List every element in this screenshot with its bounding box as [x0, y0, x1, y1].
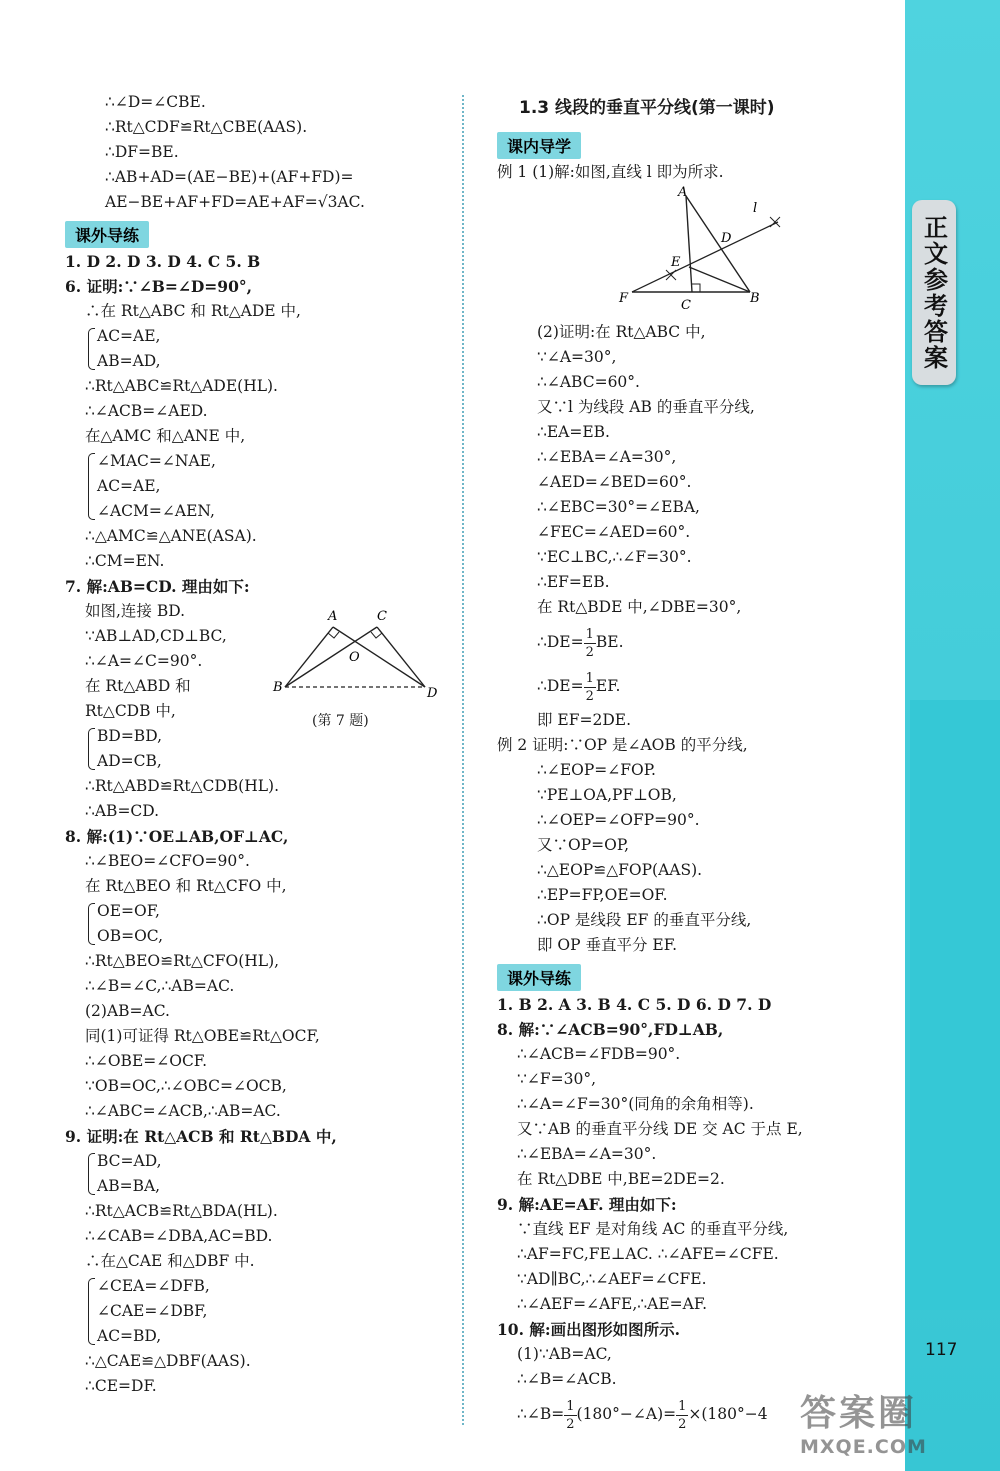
text-line: 即 EF=2DE. [537, 711, 632, 729]
text-line: ∴∠OBE=∠OCF. [85, 1052, 208, 1070]
text-line: 又∵OP=OP, [537, 836, 630, 854]
text-line: 在△AMC 和△ANE 中, [85, 427, 246, 445]
brace-system [85, 1274, 450, 1349]
text-line: 在 Rt△BEO 和 Rt△CFO 中, [85, 877, 287, 895]
section-tab [912, 200, 956, 385]
text-segment: ×(180°−4 [688, 1405, 768, 1423]
fraction-denominator: 2 [585, 644, 594, 660]
fraction-numerator: 1 [566, 1398, 575, 1414]
fraction [584, 626, 596, 661]
text-segment: (180°−∠A)= [576, 1405, 677, 1423]
label-c: C [681, 298, 691, 313]
text-line: 在 Rt△BDE 中,∠DBE=30°, [537, 598, 742, 616]
watermark-title: 答案圈 [800, 1393, 918, 1434]
label-a: A [678, 185, 688, 200]
text-line: ∴∠BEO=∠CFO=90°. [85, 852, 250, 870]
text-line: ∠AED=∠BED=60°. [537, 473, 692, 491]
segment-ac [686, 196, 692, 292]
figure-question-7-svg [265, 605, 445, 705]
text-line: ∵EC⊥BC,∴∠F=30°. [537, 548, 692, 566]
text-line: ∵OB=OC,∴∠OBC=∠OCB, [85, 1077, 287, 1095]
text-line: ∴∠EBA=∠A=30°, [537, 448, 677, 466]
text-line: ∴∠B=∠ACB. [517, 1370, 617, 1388]
text-line: AC=AE, [97, 477, 161, 495]
text-segment: ∴DE= [537, 677, 584, 695]
text-line: ∴∠EOP=∠FOP. [537, 761, 656, 779]
text-line: ∠ACM=∠AEN, [97, 502, 215, 520]
label-l: l [753, 201, 758, 216]
text-line: ∵∠F=30°, [517, 1070, 596, 1088]
text-segment: ∴DE= [537, 633, 584, 651]
text-line: Rt△CDB 中, [85, 702, 176, 720]
fraction-denominator: 2 [585, 688, 594, 704]
segment-ba [285, 627, 333, 687]
text-line: ∴EP=FP,OE=OF. [537, 886, 668, 904]
text-line: ∴AB+AD=(AE−BE)+(AF+FD)= [105, 168, 354, 186]
text-line: ∴在△CAE 和△DBF 中. [85, 1252, 255, 1270]
text-line: ∴在 Rt△ABC 和 Rt△ADE 中, [85, 302, 301, 320]
label-d: D [721, 231, 732, 246]
fraction-numerator: 1 [585, 626, 594, 642]
label-c: C [377, 609, 387, 624]
section-badge-wrap [497, 958, 907, 992]
text-line: AD=CB, [97, 752, 162, 770]
question-8-head: 8. 解:(1)∵OE⊥AB,OF⊥AC, [65, 827, 289, 846]
figure-example-1 [610, 182, 800, 314]
text-line: ∴∠ABC=60°. [537, 373, 640, 391]
text-line: (2)AB=AC. [85, 1002, 170, 1020]
text-line: OB=OC, [97, 927, 164, 945]
left-column [65, 90, 450, 1399]
right-angle-mark-a [328, 632, 339, 638]
fraction [676, 1398, 688, 1433]
text-line: AC=BD, [97, 1327, 162, 1345]
text-line: 又∵l 为线段 AB 的垂直平分线, [537, 398, 755, 416]
text-line: OE=OF, [97, 902, 160, 920]
line-l [632, 222, 778, 292]
text-line: ∴∠A=∠F=30°(同角的余角相等). [517, 1095, 754, 1113]
question-8-head: 8. 解:∵∠ACB=90°,FD⊥AB, [497, 1020, 724, 1039]
right-angle-mark-c [371, 632, 382, 638]
text-line: 在 Rt△ABD 和 [85, 677, 191, 695]
watermark-logo [800, 1385, 990, 1465]
fraction-line [497, 620, 907, 664]
section-tab-label: 正文参考答案 [919, 214, 949, 371]
text-line: ∠CAE=∠DBF, [97, 1302, 208, 1320]
text-line: AC=AE, [97, 327, 161, 345]
label-b: B [750, 291, 760, 306]
fraction-numerator: 1 [678, 1398, 687, 1414]
text-line: ∴CM=EN. [85, 552, 165, 570]
text-line: ∵AB⊥AD,CD⊥BC, [85, 627, 227, 645]
text-segment: EF. [595, 677, 621, 695]
text-line: 又∵AB 的垂直平分线 DE 交 AC 于点 E, [517, 1120, 803, 1138]
text-line: (2)证明:在 Rt△ABC 中, [537, 323, 706, 341]
example-1-head: 例 1 (1)解:如图,直线 l 即为所求. [497, 163, 724, 181]
brace-system [85, 724, 450, 774]
text-line: BD=BD, [97, 727, 162, 745]
question-6-head: 6. 证明:∵∠B=∠D=90°, [65, 277, 253, 296]
text-line: ∴∠D=∠CBE. [105, 93, 206, 111]
brace-system [85, 1149, 450, 1199]
section-badge-extra-practice: 课外导练 [65, 221, 149, 248]
figure-caption-question-7: (第 7 题) [312, 713, 369, 729]
column-divider [462, 95, 464, 1425]
section-badge-wrap [65, 215, 450, 249]
right-angle-mark-c [692, 284, 700, 292]
segment-ab [686, 196, 750, 292]
text-line: ∴∠EBA=∠A=30°. [517, 1145, 657, 1163]
text-line: ∴∠EBC=30°=∠EBA, [537, 498, 700, 516]
brace-system [85, 449, 450, 524]
text-line: ∴Rt△BEO≌Rt△CFO(HL), [85, 952, 280, 970]
figure-question-7 [265, 605, 445, 705]
text-line: ∴AB=CD. [85, 802, 160, 820]
text-line: ∴∠B=∠C,∴AB=AC. [85, 977, 235, 995]
text-segment: ∴∠B= [517, 1405, 565, 1423]
text-line: ∠MAC=∠NAE, [97, 452, 216, 470]
fraction-denominator: 2 [566, 1416, 575, 1432]
text-line: ∴CE=DF. [85, 1377, 157, 1395]
label-f: F [619, 291, 629, 306]
text-line: ∴∠ACB=∠FDB=90°. [517, 1045, 681, 1063]
question-9-head: 9. 证明:在 Rt△ACB 和 Rt△BDA 中, [65, 1127, 337, 1146]
figure-example-1-svg [610, 182, 800, 314]
text-line: AE−BE+AF+FD=AE+AF=√3AC. [105, 193, 365, 211]
text-line: ∴Rt△CDF≌Rt△CBE(AAS). [105, 118, 308, 136]
fraction-numerator: 1 [585, 670, 594, 686]
page-number: 117 [925, 1340, 958, 1360]
answers-row: 1. D 2. D 3. D 4. C 5. B [65, 252, 261, 271]
answers-row: 1. B 2. A 3. B 4. C 5. D 6. D 7. D [497, 995, 772, 1014]
section-badge-wrap [497, 126, 907, 160]
question-9-head: 9. 解:AE=AF. 理由如下: [497, 1195, 677, 1214]
text-line: ∵直线 EF 是对角线 AC 的垂直平分线, [517, 1220, 789, 1238]
text-line: 如图,连接 BD. [85, 602, 186, 620]
section-badge-class-guide: 课内导学 [497, 132, 581, 159]
text-line: ∴OP 是线段 EF 的垂直平分线, [537, 911, 752, 929]
fraction [564, 1398, 576, 1433]
section-badge-extra-practice: 课外导练 [497, 964, 581, 991]
watermark-url: MXQE.COM [800, 1436, 927, 1458]
lesson-title: 1.3 线段的垂直平分线(第一课时) [519, 98, 775, 118]
text-line: ∴Rt△ACB≌Rt△BDA(HL). [85, 1202, 278, 1220]
side-color-band-lower [910, 700, 1000, 1310]
text-line: ∴∠ACB=∠AED. [85, 402, 208, 420]
text-line: ∴∠A=∠C=90°. [85, 652, 203, 670]
text-line: ∴△EOP≌△FOP(AAS). [537, 861, 703, 879]
text-line: ∴Rt△ABC≌Rt△ADE(HL). [85, 377, 278, 395]
text-line: ∴∠OEP=∠OFP=90°. [537, 811, 700, 829]
brace-system [85, 899, 450, 949]
text-line: ∵∠A=30°, [537, 348, 617, 366]
question-7-head: 7. 解:AB=CD. 理由如下: [65, 577, 250, 596]
text-line: ∴∠ABC=∠ACB,∴AB=AC. [85, 1102, 281, 1120]
text-line: ∴EA=EB. [537, 423, 610, 441]
text-line: 即 OP 垂直平分 EF. [537, 936, 677, 954]
text-line: AB=BA, [97, 1177, 161, 1195]
fraction [584, 670, 596, 705]
text-line: ∴△CAE≌△DBF(AAS). [85, 1352, 251, 1370]
text-line: ∴∠AEF=∠AFE,∴AE=AF. [517, 1295, 708, 1313]
text-segment: BE. [595, 633, 624, 651]
text-line: ∴EF=EB. [537, 573, 610, 591]
text-line: ∴△AMC≌△ANE(ASA). [85, 527, 257, 545]
example-2-head: 例 2 证明:∵OP 是∠AOB 的平分线, [497, 736, 748, 754]
fraction-denominator: 2 [678, 1416, 687, 1432]
text-line: 在 Rt△DBE 中,BE=2DE=2. [517, 1170, 725, 1188]
text-line: ∠FEC=∠AED=60°. [537, 523, 691, 541]
label-e: E [671, 255, 681, 270]
fraction-line [497, 664, 907, 708]
label-o: O [349, 650, 360, 665]
text-line: ∴AF=FC,FE⊥AC. ∴∠AFE=∠CFE. [517, 1245, 779, 1263]
text-line: ∴∠CAB=∠DBA,AC=BD. [85, 1227, 273, 1245]
label-a: A [328, 609, 338, 624]
question-10-head: 10. 解:画出图形如图所示. [497, 1320, 680, 1339]
label-d: D [427, 686, 438, 701]
brace-system [85, 324, 450, 374]
text-line: 同(1)可证得 Rt△OBE≌Rt△OCF, [85, 1027, 320, 1045]
text-line: BC=AD, [97, 1152, 162, 1170]
label-b: B [273, 680, 283, 695]
segment-cd [377, 627, 425, 687]
text-line: (1)∵AB=AC, [517, 1345, 612, 1363]
text-line: ∠CEA=∠DFB, [97, 1277, 210, 1295]
text-line: ∵PE⊥OA,PF⊥OB, [537, 786, 677, 804]
text-line: AB=AD, [97, 352, 161, 370]
text-line: ∵AD∥BC,∴∠AEF=∠CFE. [517, 1270, 707, 1288]
text-line: ∴Rt△ABD≌Rt△CDB(HL). [85, 777, 280, 795]
text-line: ∴DF=BE. [105, 143, 179, 161]
